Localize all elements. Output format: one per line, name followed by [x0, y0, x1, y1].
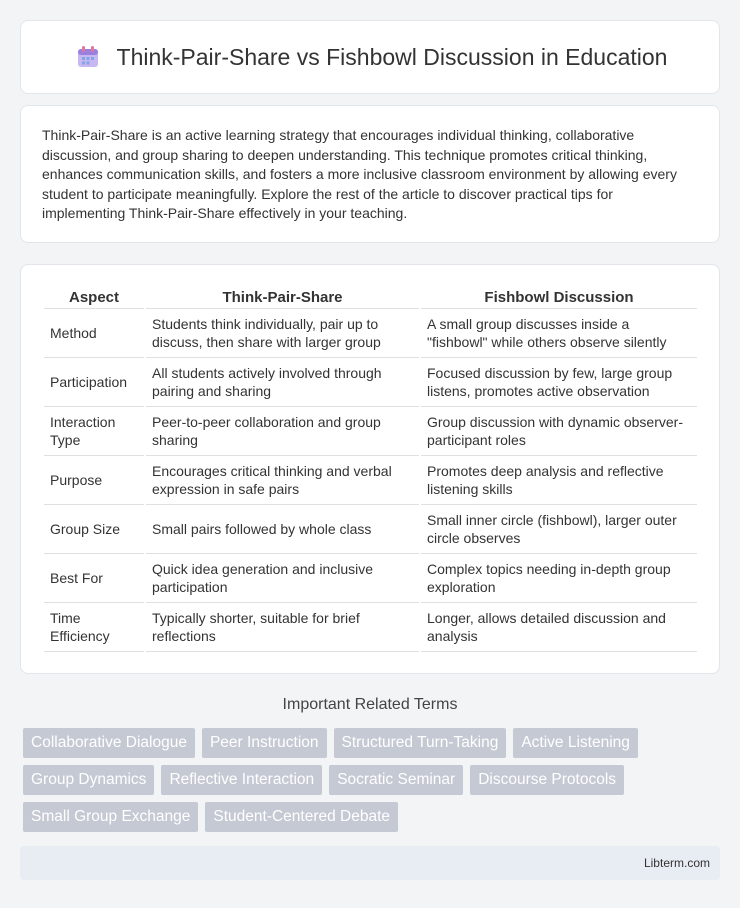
row-aspect: Group Size	[44, 505, 144, 554]
comparison-card	[20, 264, 720, 674]
related-term-tag[interactable]: Reflective Interaction	[161, 765, 322, 795]
page-title: Think-Pair-Share vs Fishbowl Discussion in Education	[116, 43, 668, 70]
row-think-pair-share: Typically shorter, suitable for brief reflections	[146, 603, 419, 652]
related-term-tag[interactable]: Group Dynamics	[23, 765, 154, 795]
related-term-tag[interactable]: Collaborative Dialogue	[23, 728, 195, 758]
row-aspect: Purpose	[44, 456, 144, 505]
table-row	[44, 603, 697, 652]
related-term-tag[interactable]: Active Listening	[513, 728, 638, 758]
calendar-icon	[73, 42, 103, 72]
related-term-tag[interactable]: Structured Turn-Taking	[334, 728, 507, 758]
comparison-table	[42, 285, 699, 652]
page-footer	[20, 846, 720, 880]
row-think-pair-share: Encourages critical thinking and verbal expression in safe pairs	[146, 456, 419, 505]
related-terms-list	[23, 728, 720, 832]
related-term-tag[interactable]: Peer Instruction	[202, 728, 327, 758]
related-terms-heading: Important Related Terms	[282, 696, 458, 713]
row-fishbowl: Focused discussion by few, large group listens, promotes active observation	[421, 358, 697, 407]
related-term-tag[interactable]: Discourse Protocols	[470, 765, 624, 795]
column-header-think-pair-share: Think-Pair-Share	[146, 285, 419, 309]
row-aspect: Interaction Type	[44, 407, 144, 456]
page-header	[20, 20, 720, 94]
row-aspect: Time Efficiency	[44, 603, 144, 652]
intro-text: Think-Pair-Share is an active learning strategy that encourages individual thinking, collaborative discussion, and group sharing to deepen understanding. This technique promotes critical thinking, enhances communication skills, and fosters a more inclusive classroom environment by allowing every student to participate meaningfully. Explore the rest of the article to discover practical tips for implementing Think-Pair-Share effectively in your teaching.	[42, 127, 677, 221]
row-fishbowl: Small inner circle (fishbowl), larger outer circle observes	[421, 505, 697, 554]
row-think-pair-share: All students actively involved through pairing and sharing	[146, 358, 419, 407]
table-header-row	[44, 285, 697, 309]
table-row	[44, 309, 697, 358]
table-row	[44, 505, 697, 554]
column-header-aspect: Aspect	[44, 285, 144, 309]
intro-card	[20, 105, 720, 243]
table-row	[44, 407, 697, 456]
row-fishbowl: A small group discusses inside a "fishbowl" while others observe silently	[421, 309, 697, 358]
row-think-pair-share: Quick idea generation and inclusive participation	[146, 554, 419, 603]
row-fishbowl: Longer, allows detailed discussion and analysis	[421, 603, 697, 652]
row-fishbowl: Group discussion with dynamic observer-participant roles	[421, 407, 697, 456]
row-think-pair-share: Small pairs followed by whole class	[146, 505, 419, 554]
row-aspect: Best For	[44, 554, 144, 603]
row-fishbowl: Complex topics needing in-depth group exploration	[421, 554, 697, 603]
related-term-tag[interactable]: Small Group Exchange	[23, 802, 198, 832]
footer-site-link[interactable]: Libterm.com	[643, 856, 710, 870]
row-aspect: Method	[44, 309, 144, 358]
row-think-pair-share: Students think individually, pair up to discuss, then share with larger group	[146, 309, 419, 358]
table-row	[44, 456, 697, 505]
related-term-tag[interactable]: Student-Centered Debate	[205, 802, 398, 832]
table-row	[44, 358, 697, 407]
related-term-tag[interactable]: Socratic Seminar	[329, 765, 463, 795]
row-think-pair-share: Peer-to-peer collaboration and group sharing	[146, 407, 419, 456]
row-aspect: Participation	[44, 358, 144, 407]
column-header-fishbowl: Fishbowl Discussion	[421, 285, 697, 309]
row-fishbowl: Promotes deep analysis and reflective listening skills	[421, 456, 697, 505]
table-row	[44, 554, 697, 603]
